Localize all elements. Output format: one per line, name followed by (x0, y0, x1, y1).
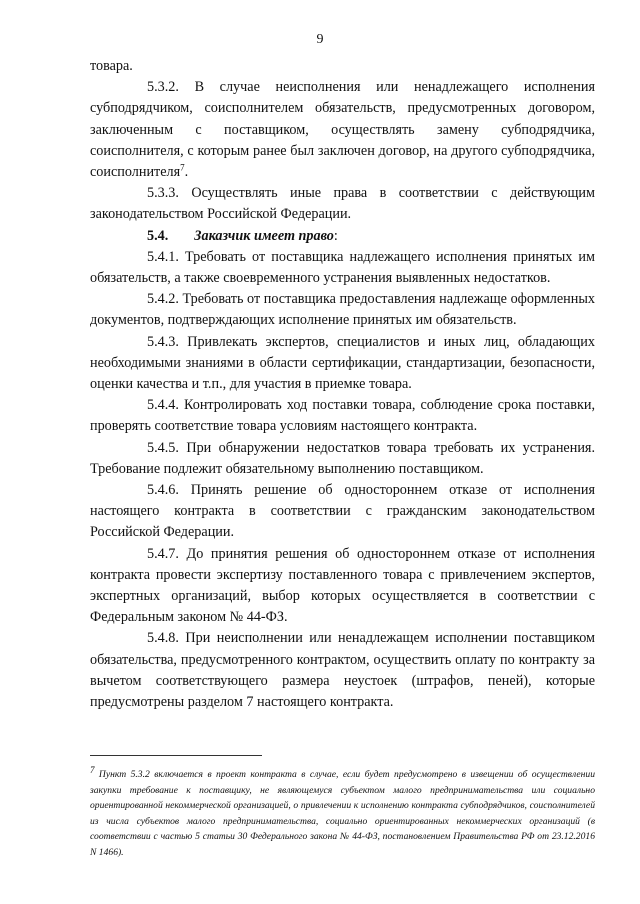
clause-5-4-3: 5.4.3. Привлекать экспертов, специалистов и иных лиц, обладающих необходимыми знаниями в области сертификации, стандартизации, безопасности, оценки качества и т.п., для участия в приемке товара. (90, 333, 595, 393)
footnote-mark: 7 (90, 764, 95, 775)
paragraph-continuation: товара. (90, 58, 133, 74)
footnote-text: Пункт 5.3.2 включается в проект контракта в случае, если будет предусмотрено в извещении об осуществлении закупки требование к поставщику, не являющемуся субъектом малого предпринимательства или социально ориентированной некоммерческой организацией, о привлечении к исполнению контракта субподрядчиков, соисполнителей из числа субъектов малого предпринимательства, социально ориентированных некоммерческих организаций (в соответствии с частью 5 статьи 30 Федерального закона № 44-ФЗ, постановлением Правительства РФ от 23.12.2016 N 1466). (90, 769, 595, 858)
clause-5-4-1: 5.4.1. Требовать от поставщика надлежащего исполнения принятых им обязательств, а также своевременного устранения выявленных недостатков. (90, 248, 595, 287)
clause-5-4-8: 5.4.8. При неисполнении или ненадлежащем исполнении поставщиком обязательства, предусмотренного контрактом, осуществить оплату по контракту за вычетом соответствующего размера неустоек (штрафов, пеней), которые предусмотрены разделом 7 настоящего контракта. (90, 630, 595, 711)
footnote (90, 764, 595, 861)
clause-5-3-2: 5.3.2. В случае неисполнения или ненадлежащего исполнения субподрядчиком, соисполнителем обязательств, предусмотренных договором, заключенным с поставщиком, осуществлять замену субподрядчика, соисполнителя, с которым ранее был заключен договор, на другого субподрядчика, соисполнителя$^7$. (90, 79, 595, 181)
clause-5-4-5: 5.4.5. При обнаружении недостатков товара требовать их устранения. Требование подлежит обязательному выполнению поставщиком. (90, 439, 595, 477)
document-body (90, 56, 595, 713)
clause-5-4-7: 5.4.7. До принятия решения об одностороннем отказе от исполнения контракта провести экспертизу поставленного товара с привлечением экспертов, экспертных организаций, выбор которых осуществляется в соответствии с Федеральным законом № 44-ФЗ. (90, 545, 595, 626)
section-title: Заказчик имеет право (194, 227, 334, 244)
clause-5-4-4: 5.4.4. Контролировать ход поставки товара, соблюдение срока поставки, проверять соответствие товара условиям настоящего контракта. (90, 397, 595, 435)
page-number: 9 (316, 32, 324, 47)
clause-5-4-6: 5.4.6. Принять решение об одностороннем отказе от исполнения настоящего контракта в соответствии с гражданским законодательством Российской Федерации. (90, 482, 595, 541)
section-number: 5.4. (147, 227, 169, 244)
clause-5-3-3: 5.3.3. Осуществлять иные права в соответствии с действующим законодательством Российской Федерации. (90, 185, 595, 223)
section-heading-5-4: 5.4. Заказчик имеет право: (147, 227, 338, 244)
footnote-separator (90, 755, 262, 756)
footnote-ref[interactable]: 7 (180, 162, 185, 173)
clause-5-4-2: 5.4.2. Требовать от поставщика предоставления надлежаще оформленных документов, подтверждающих исполнение принятых им обязательств. (90, 291, 595, 329)
